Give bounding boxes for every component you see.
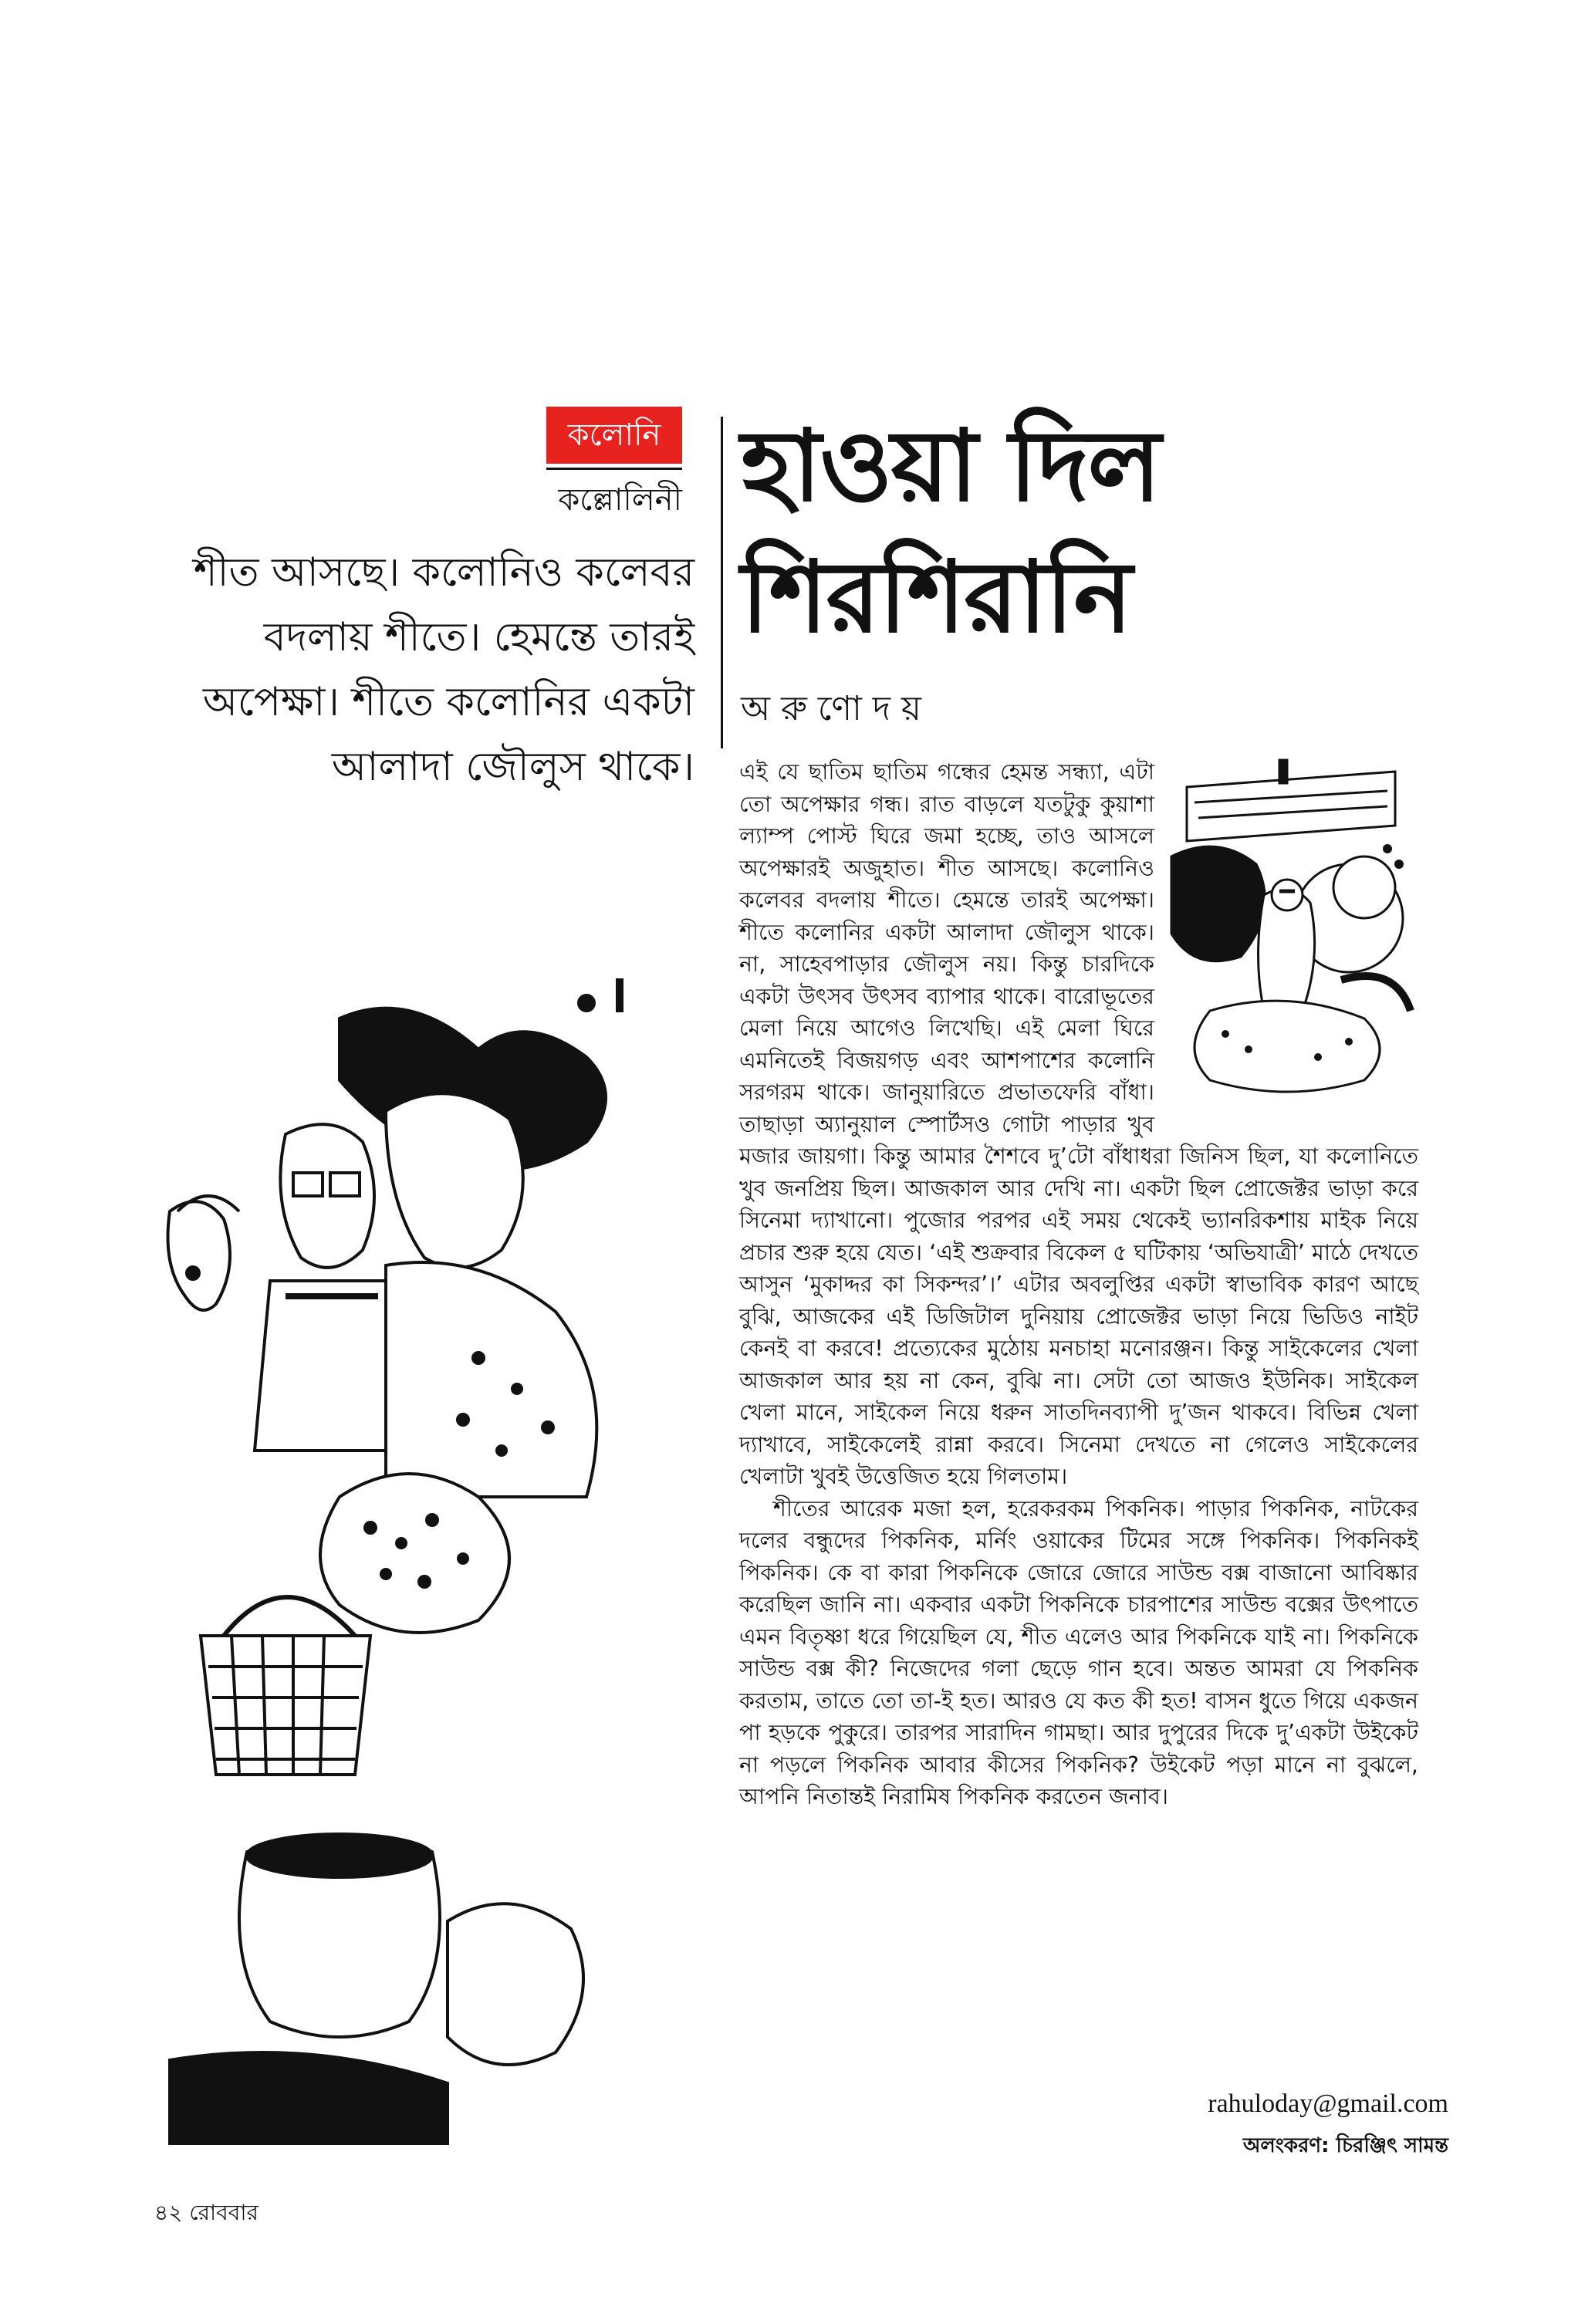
section-tag-rule — [546, 468, 682, 470]
paragraph: শীতের আরেক মজা হল, হরেকরকম পিকনিক। পাড়ার পিকনিক, নাটকের দলের বন্ধুদের পিকনিক, মর্নিং ওয়াকের টিমের সঙ্গে পিকনিক। পিকনিকই পিকনিক। কে বা কারা পিকনিকে জোরে জোরে সাউন্ড বক্স বাজানো আবিষ্কার করেছিল জানি না। একবার একটা পিকনিকে চারপাশের সাউন্ড বক্সের উৎপাতে এমন বিতৃষ্ণা ধরে গিয়েছিল যে, শীত এলেও আর পিকনিকে যাই না। পিকনিকে সাউন্ড বক্স কী? নিজেদের গলা ছেড়ে গান হবে। অন্তত আমরা যে পিকনিক করতাম, তাতে তো তা-ই হত। আরও যে কত কী হত! বাসন ধুতে গিয়ে একজন পা হড়কে পুকুরে। তারপর সারাদিন গামছা। আর দুপুরের দিকে দু’একটা উইকেট না পড়লে পিকনিক আবার কীসের পিকনিক? উইকেট পড়া মানে না বুঝলে, আপনি নিতান্তই নিরামিষ পিকনিক করতেন জনাব। — [739, 1495, 1418, 1809]
title-line: শিরশিরানি — [741, 540, 1131, 655]
title-line: হাওয়া দিল — [741, 409, 1160, 524]
illustration-credit: অলংকরণ: চিরঞ্জিৎ সামন্ত — [1242, 2134, 1448, 2157]
section-tag: কলোনি — [546, 407, 682, 464]
author-email: rahuloday@gmail.com — [1208, 2089, 1448, 2118]
intro-line: শীত আসছে। কলোনিও কলেবর — [193, 549, 694, 596]
author-byline: অরুণোদয় — [741, 689, 932, 728]
article-body — [739, 756, 1418, 1813]
intro-line: অপেক্ষা। শীতে কলোনির একটা — [202, 679, 694, 725]
winter-women-illustration — [154, 957, 710, 2145]
intro-line: আলাদা জৌলুস থাকে। — [331, 744, 694, 790]
section-subtitle: কল্লোলিনী — [558, 482, 682, 518]
colony-winter-sketch — [1164, 756, 1418, 1111]
divider-rule — [721, 417, 723, 748]
paragraph: এই যে ছাতিম ছাতিম গন্ধের হেমন্ত সন্ধ্যা, এটা তো অপেক্ষার গন্ধ। রাত বাড়লে যতটুকু কুয়াশা ল্যাম্প পোস্ট ঘিরে জমা হচ্ছে, তাও আসলে অপেক্ষারই অজুহাত। শীত আসছে। কলোনিও কলেবর বদলায় শীতে। হেমন্তে তারই অপেক্ষা। শীতে কলোনির একটা আলাদা জৌলুস থাকে। না, সাহেবপাড়ার জৌলুস নয়। কিন্তু চারদিকে একটা উৎসব উৎসব ব্যাপার থাকে। বারোভূতের মেলা নিয়ে আগেও লিখেছি। এই মেলা ঘিরে এমনিতেই বিজয়গড় এবং আশপাশের কলোনি সরগরম থাকে। জানুয়ারিতে প্রভাতফেরি বাঁধা। তাছাড়া অ্যানুয়াল স্পোর্টসও গোটা পাড়ার খুব মজার জায়গা। কিন্তু আমার শৈশবে দু’টো বাঁধাধরা জিনিস ছিল, যা কলোনিতে খুব জনপ্রিয় ছিল। আজকাল আর দেখি না। একটা ছিল প্রোজেক্টর ভাড়া করে সিনেমা দ্যাখানো। পুজোর পরপর এই সময় থেকেই ভ্যানরিকশায় মাইক নিয়ে প্রচার শুরু হয়ে যেত। ‘এই শুক্রবার বিকেল ৫ ঘটিকায় ‘অভিযাত্রী’ মাঠে দেখতে আসুন ‘মুকাদ্দর কা সিকন্দর’।’ এটার অবলুপ্তির একটা স্বাভাবিক কারণ আছে বুঝি, আজকের এই ডিজিটাল দুনিয়ায় প্রোজেক্টর ভাড়া নিয়ে ভিডিও নাইট কেনই বা করবে! প্রত্যেকের মুঠোয় মনচাহা মনোরঞ্জন। কিন্তু সাইকেলের খেলা আজকাল আর হয় না কেন, বুঝি না। সেটা তো আজও ইউনিক। সাইকেল খেলা মানে, সাইকেল নিয়ে ধরুন সাতদিনব্যাপী দু’জন থাকবে। বিভিন্ন খেলা দ্যাখাবে, সাইকেলেই রান্না করবে। সিনেমা দেখতে না গেলেও সাইকেলের খেলাটা খুবই উত্তেজিত হয়ে গিলতাম। — [739, 759, 1418, 1489]
article-title — [741, 401, 1327, 664]
intro-line: বদলায় শীতে। হেমন্তে তারই — [263, 614, 694, 660]
page-folio: ৪২ রোববার — [154, 2200, 259, 2225]
intro-blurb — [154, 540, 694, 799]
